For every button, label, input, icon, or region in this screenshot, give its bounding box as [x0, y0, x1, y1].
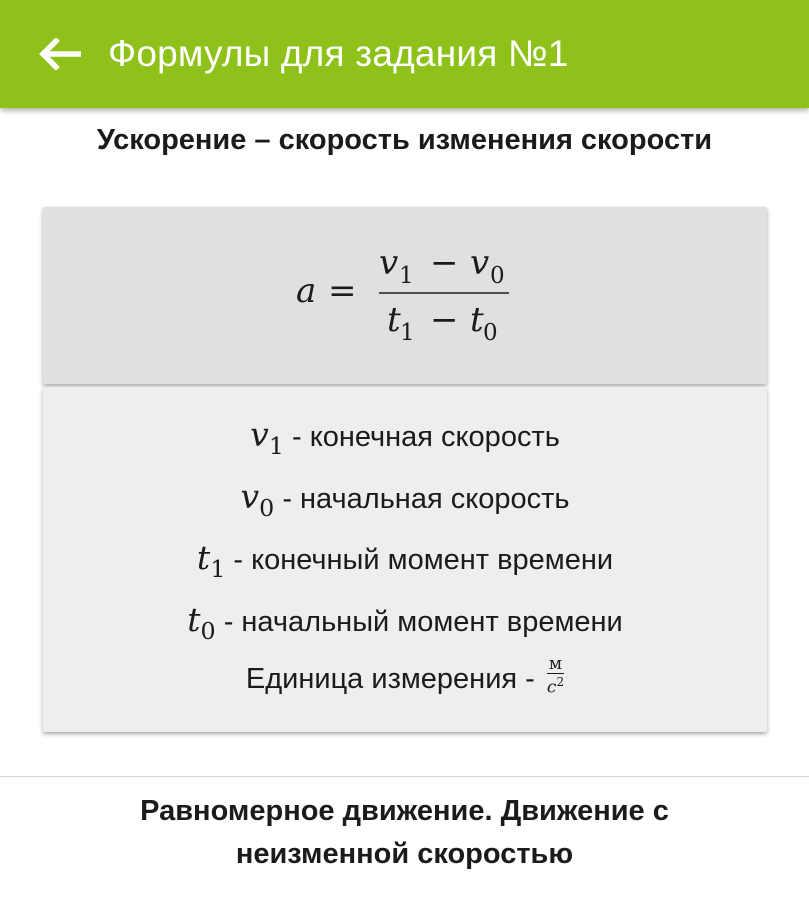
- arrow-left-icon: [39, 38, 83, 70]
- unit-fraction: [547, 656, 564, 697]
- section-divider: [0, 776, 809, 777]
- legend-var: $v_0$: [240, 477, 275, 522]
- denominator-right-sub: 0: [483, 320, 498, 346]
- denominator-left-var: t: [387, 300, 401, 340]
- denominator-right-var: t: [470, 300, 484, 340]
- section-title-acceleration: Ускорение – скорость изменения скорости: [96, 124, 713, 156]
- legend-item-v1: [43, 415, 767, 460]
- formula-lhs: a: [296, 271, 317, 311]
- unit-label: Единица измерения -: [245, 662, 543, 695]
- acceleration-formula: [43, 207, 767, 384]
- denominator-op: −: [430, 300, 459, 340]
- legend-item-unit: [43, 654, 767, 701]
- numerator-left-sub: 1: [399, 263, 414, 289]
- legend-item-v0: [43, 477, 767, 522]
- numerator-right-var: v: [470, 243, 490, 283]
- legend-text: - конечная скорость: [283, 421, 560, 453]
- numerator-left-var: v: [379, 243, 399, 283]
- section-title-uniform-motion: [0, 790, 809, 876]
- numerator-right-sub: 0: [490, 263, 505, 289]
- formula-equals: =: [328, 271, 357, 311]
- app-bar: [0, 0, 809, 108]
- back-button[interactable]: [38, 31, 84, 77]
- unit-numerator: м: [548, 654, 563, 674]
- legend-var: $t_1$: [196, 538, 226, 583]
- unit-denominator: $с^2$: [546, 675, 565, 698]
- legend-var: $v_1$: [250, 415, 284, 460]
- numerator-op: −: [430, 243, 459, 283]
- page-title: Формулы для задания №1: [108, 33, 569, 74]
- legend-var: $t_0$: [187, 600, 216, 645]
- denominator-left-sub: 1: [400, 320, 415, 346]
- formula-card: [43, 207, 767, 384]
- legend-text: - начальная скорость: [274, 483, 570, 515]
- legend-text: - начальный момент времени: [215, 606, 623, 638]
- legend-item-t1: [43, 538, 767, 583]
- legend-text: - конечный момент времени: [225, 544, 614, 576]
- legend-item-t0: [43, 600, 767, 645]
- section-title-line: Равномерное движение. Движение с: [140, 795, 669, 827]
- section-title-line: неизменной скоростью: [235, 838, 574, 870]
